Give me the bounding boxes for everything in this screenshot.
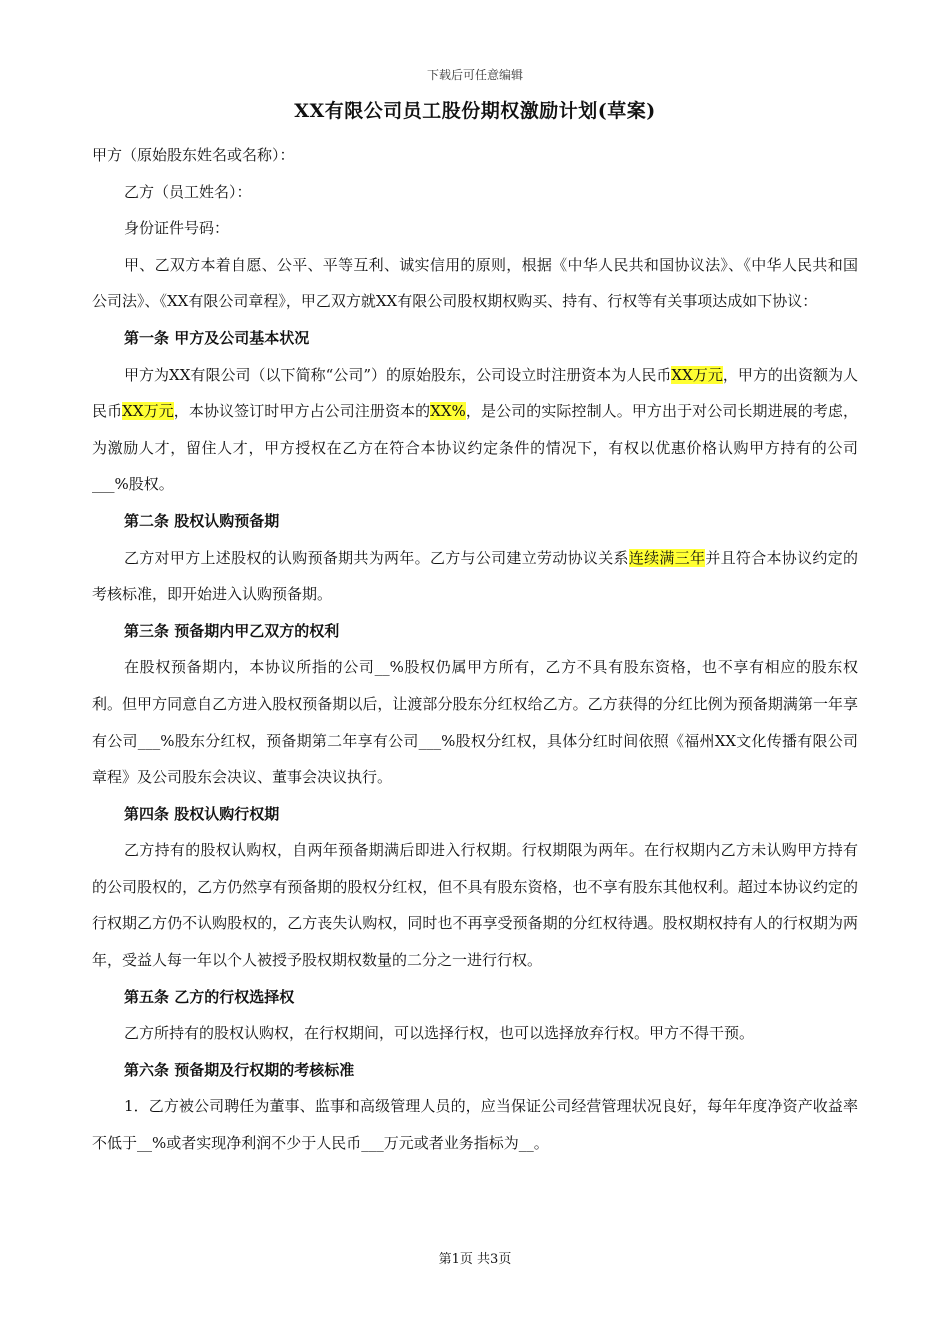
article-4-heading: 第四条 股权认购行权期 [124,804,280,823]
article-2-text-2: 并且符合本协议约定的考核标准，即开始进入认购预备期。 [92,548,858,604]
preamble-paragraph: 甲、乙双方本着自愿、公平、平等互利、诚实信用的原则，根据《中华人民共和国协议法》、《中华人民共和国公司法》、《XX有限公司章程》，甲乙双方就XX有限公司股权期权购买、持有、行权等有关事项达成如下协议： [92,255,858,311]
article-1-paragraph [92,357,858,503]
article-1-text-1: 甲方为XX有限公司（以下简称“公司”）的原始股东，公司设立时注册资本为人民币 [124,365,672,384]
three-years-highlight: 连续满三年 [628,548,706,567]
article-3-heading: 第三条 预备期内甲乙双方的权利 [124,621,340,640]
article-4-paragraph: 乙方持有的股权认购权，自两年预备期满后即进入行权期。行权期限为两年。在行权期内乙方未认购甲方持有的公司股权的，乙方仍然享有预备期的股权分红权，但不具有股东资格，也不享有股东其他权利。超过本协议约定的行权期乙方仍不认购股权的，乙方丧失认购权，同时也不再享受预备期的分红权待遇。股权期权持有人的行权期为两年，受益人每一年以个人被授予股权期权数量的二分之一进行行权。 [92,841,858,970]
article-2-text-1: 乙方对甲方上述股权的认购预备期共为两年。乙方与公司建立劳动协议关系 [124,548,629,567]
article-6-heading: 第六条 预备期及行权期的考核标准 [124,1060,355,1079]
article-5-heading: 第五条 乙方的行权选择权 [124,987,295,1006]
article-2-heading: 第二条 股权认购预备期 [124,511,280,530]
article-6-item-1: 1．乙方被公司聘任为董事、监事和高级管理人员的，应当保证公司经营管理状况良好，每年年度净资产收益率不低于__%或者实现净利润不少于人民币___万元或者业务指标为__。 [92,1097,858,1153]
registered-capital-highlight: XX万元 [671,365,723,384]
header-note: 下载后可任意编辑 [426,68,523,82]
article-2-paragraph [92,540,858,613]
share-percent-highlight: XX% [430,402,466,421]
page-footer: 第1页 共3页 [438,1252,512,1267]
article-1-text-3: ，本协议签订时甲方占公司注册资本的 [173,402,431,421]
document-title: XX有限公司员工股份期权激励计划(草案) [294,100,656,122]
article-1-text-4: ，是公司的实际控制人。甲方出于对公司长期进展的考虑，为激励人才，留住人才，甲方授权在乙方在符合本协议约定条件的情况下，有权以优惠价格认购甲方持有的公司___%股权。 [92,402,858,494]
article-1-text-2: ，甲方的出资额为人民币 [92,365,858,421]
document-body [92,137,858,1162]
party-b-line: 乙方（员工姓名）： [124,182,252,201]
article-5-paragraph: 乙方所持有的股权认购权，在行权期间，可以选择行权，也可以选择放弃行权。甲方不得干预。 [124,1024,755,1043]
article-3-paragraph: 在股权预备期内，本协议所指的公司__%股权仍属甲方所有，乙方不具有股东资格，也不享有相应的股东权利。但甲方同意自乙方进入股权预备期以后，让渡部分股东分红权给乙方。乙方获得的分红比例为预备期满第一年享有公司___%股东分红权，预备期第二年享有公司___%股权分红权，具体分红时间依照《福州XX文化传播有限公司章程》及公司股东会决议、董事会决议执行。 [92,658,858,787]
article-1-heading: 第一条 甲方及公司基本状况 [124,328,310,347]
id-number-line: 身份证件号码： [124,219,230,238]
party-a-line: 甲方（原始股东姓名或名称）： [92,146,295,164]
contribution-highlight: XX万元 [122,402,174,421]
